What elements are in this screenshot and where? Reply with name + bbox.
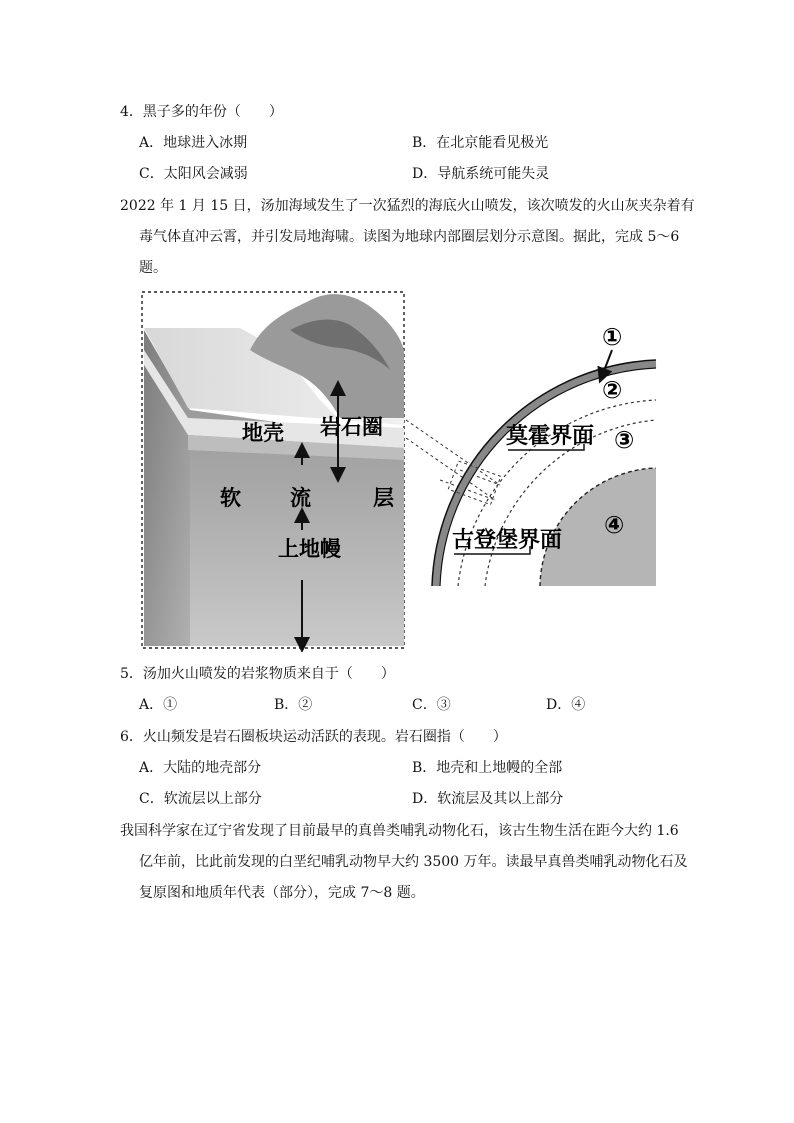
question-6-stem: 6．火山频发是岩石圈板块运动活跃的表现。岩石圈指（ ）	[120, 729, 507, 745]
earth-layers-diagram	[140, 290, 660, 652]
intro-1-line-3: 题。	[139, 260, 167, 276]
intro-1-line-1: 2022 年 1 月 15 日，汤加海域发生了一次猛烈的海底火山喷发，该次喷发的火山灰夹杂着有	[120, 198, 695, 214]
marker-1: ①	[602, 323, 623, 351]
asthenosphere-label-3: 层	[373, 486, 394, 510]
gutenberg-label: 古登堡界面	[452, 528, 563, 553]
question-4-option-c: C．太阳风会减弱	[139, 166, 248, 182]
question-6-option-b: B．地壳和上地幔的全部	[412, 760, 563, 776]
earth-layers-figure	[140, 290, 660, 652]
question-5-option-a: A．①	[139, 697, 178, 713]
intro-2-line-1: 我国科学家在辽宁省发现了目前最早的真兽类哺乳动物化石，该古生物生活在距今大约 1.6	[120, 823, 679, 839]
layer-arcs	[432, 323, 656, 586]
question-5-option-c: C．③	[412, 697, 451, 713]
intro-2-line-2: 亿年前，比此前发现的白垩纪哺乳动物早大约 3500 万年。读最早真兽类哺乳动物化石及	[139, 854, 688, 870]
lithosphere-label: 岩石圈	[320, 415, 383, 439]
question-5-option-b: B．②	[274, 697, 313, 713]
intro-2-line-3: 复原图和地质年代表（部分），完成 7～8 题。	[139, 885, 425, 901]
question-4-option-b: B．在北京能看见极光	[412, 135, 549, 151]
block-diagram	[142, 292, 404, 648]
marker-3: ③	[614, 426, 635, 454]
question-4-option-a: A．地球进入冰期	[139, 135, 248, 151]
connector-lines	[406, 420, 500, 500]
asthenosphere-label-1: 软	[220, 486, 241, 510]
question-5-option-d: D．④	[546, 697, 586, 713]
asthenosphere-label-2: 流	[290, 486, 311, 510]
question-4-option-d: D．导航系统可能失灵	[412, 166, 550, 182]
question-6-option-a: A．大陆的地壳部分	[139, 760, 262, 776]
marker-4: ④	[604, 511, 625, 539]
upper-mantle-label: 上地幔	[278, 537, 341, 561]
moho-label: 莫霍界面	[506, 424, 595, 449]
question-6-option-c: C．软流层以上部分	[139, 791, 262, 807]
question-5-stem: 5．汤加火山喷发的岩浆物质来自于（ ）	[120, 666, 395, 682]
marker-2: ②	[602, 376, 623, 404]
question-6-option-d: D．软流层及其以上部分	[412, 791, 564, 807]
crust-label: 地壳	[242, 421, 284, 445]
question-4-stem: 4．黑子多的年份（ ）	[120, 104, 283, 120]
intro-1-line-2: 毒气体直冲云霄，并引发局地海啸。读图为地球内部圈层划分示意图。据此，完成 5～6	[139, 229, 680, 245]
